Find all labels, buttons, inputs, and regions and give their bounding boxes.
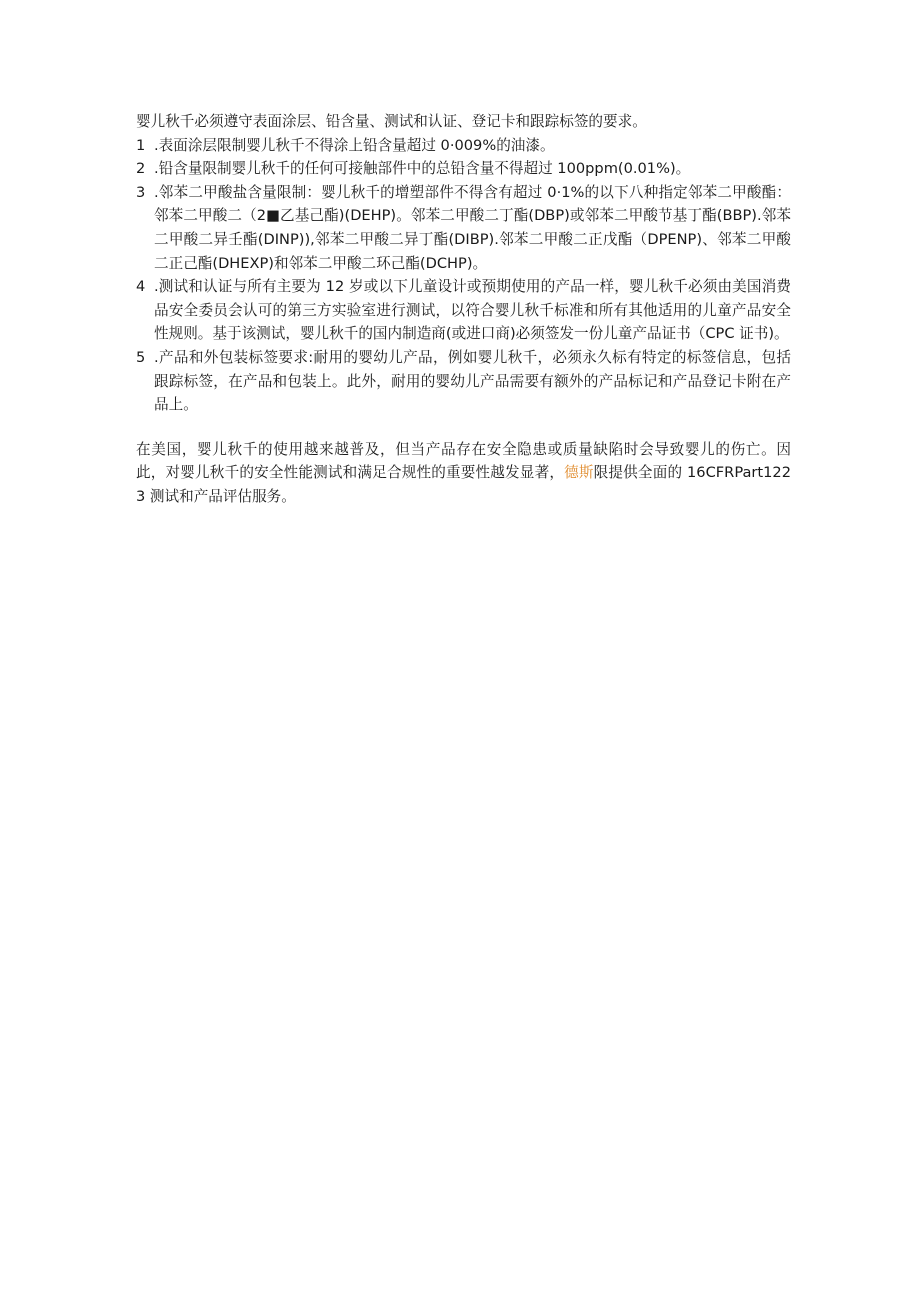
item-number: 3 (136, 183, 146, 201)
item-number: 4 (136, 278, 146, 296)
closing-paragraph (136, 438, 791, 509)
list-item (136, 134, 791, 158)
list-item (136, 346, 791, 417)
list-item (136, 157, 791, 181)
item-number: 2 (136, 160, 146, 178)
requirements-list (136, 134, 791, 417)
list-item (136, 181, 791, 275)
item-text: .铅含量限制婴儿秋千的任何可接触部件中的总铅含量不得超过 100ppm(0.01%)。 (154, 160, 691, 178)
brand-link[interactable]: 德斯 (564, 464, 594, 482)
item-text: .产品和外包装标签要求:耐用的婴幼儿产品，例如婴儿秋千，必须永久标有特定的标签信息，包括跟踪标签，在产品和包装上。此外，耐用的婴幼儿产品需要有额外的产品标记和产品登记卡附在产品上。 (154, 348, 791, 414)
item-number: 1 (136, 136, 146, 154)
item-text: .邻苯二甲酸盐含量限制：婴儿秋千的增塑部件不得含有超过 0·1%的以下八种指定邻苯二甲酸酯：邻苯二甲酸二（2■乙基己酯)(DEHP)。邻苯二甲酸二丁酯(DBP)或邻苯二甲酸节基丁酯(BBP).邻苯二甲酸二异壬酯(DINP)),邻苯二甲酸二异丁酯(DIBP).邻苯二甲酸二正戊酯（DPENP)、邻苯二甲酸二正己酯(DHEXP)和邻苯二甲酸二环己酯(DCHP)。 (154, 183, 791, 272)
item-text: .测试和认证与所有主要为 12 岁或以下儿童设计或预期使用的产品一样，婴儿秋千必须由美国消费品安全委员会认可的第三方实验室进行测试，以符合婴儿秋千标准和所有其他适用的儿童产品安全性规则。基于该测试，婴儿秋千的国内制造商(或进口商)必须签发一份儿童产品证书（CPC 证书)。 (154, 278, 791, 343)
closing-text-before: 在美国，婴儿秋千的使用越来越普及，但当产品存在安全隐患或质量缺陷时会导致婴儿的伤亡。因此，对婴儿秋千的安全性能测试和满足合规性的重要性越发显著， (136, 440, 791, 482)
closing-text-after: 限提供全面的 16CFRPart1223 测试和产品评估服务。 (136, 464, 791, 505)
document-page (136, 110, 791, 509)
item-number: 5 (136, 348, 146, 366)
list-item (136, 275, 791, 346)
item-text: .表面涂层限制婴儿秋千不得涂上铅含量超过 0·009%的油漆。 (154, 136, 555, 154)
intro-paragraph: 婴儿秋千必须遵守表面涂层、铅含量、测试和认证、登记卡和跟踪标签的要求。 (136, 113, 647, 130)
